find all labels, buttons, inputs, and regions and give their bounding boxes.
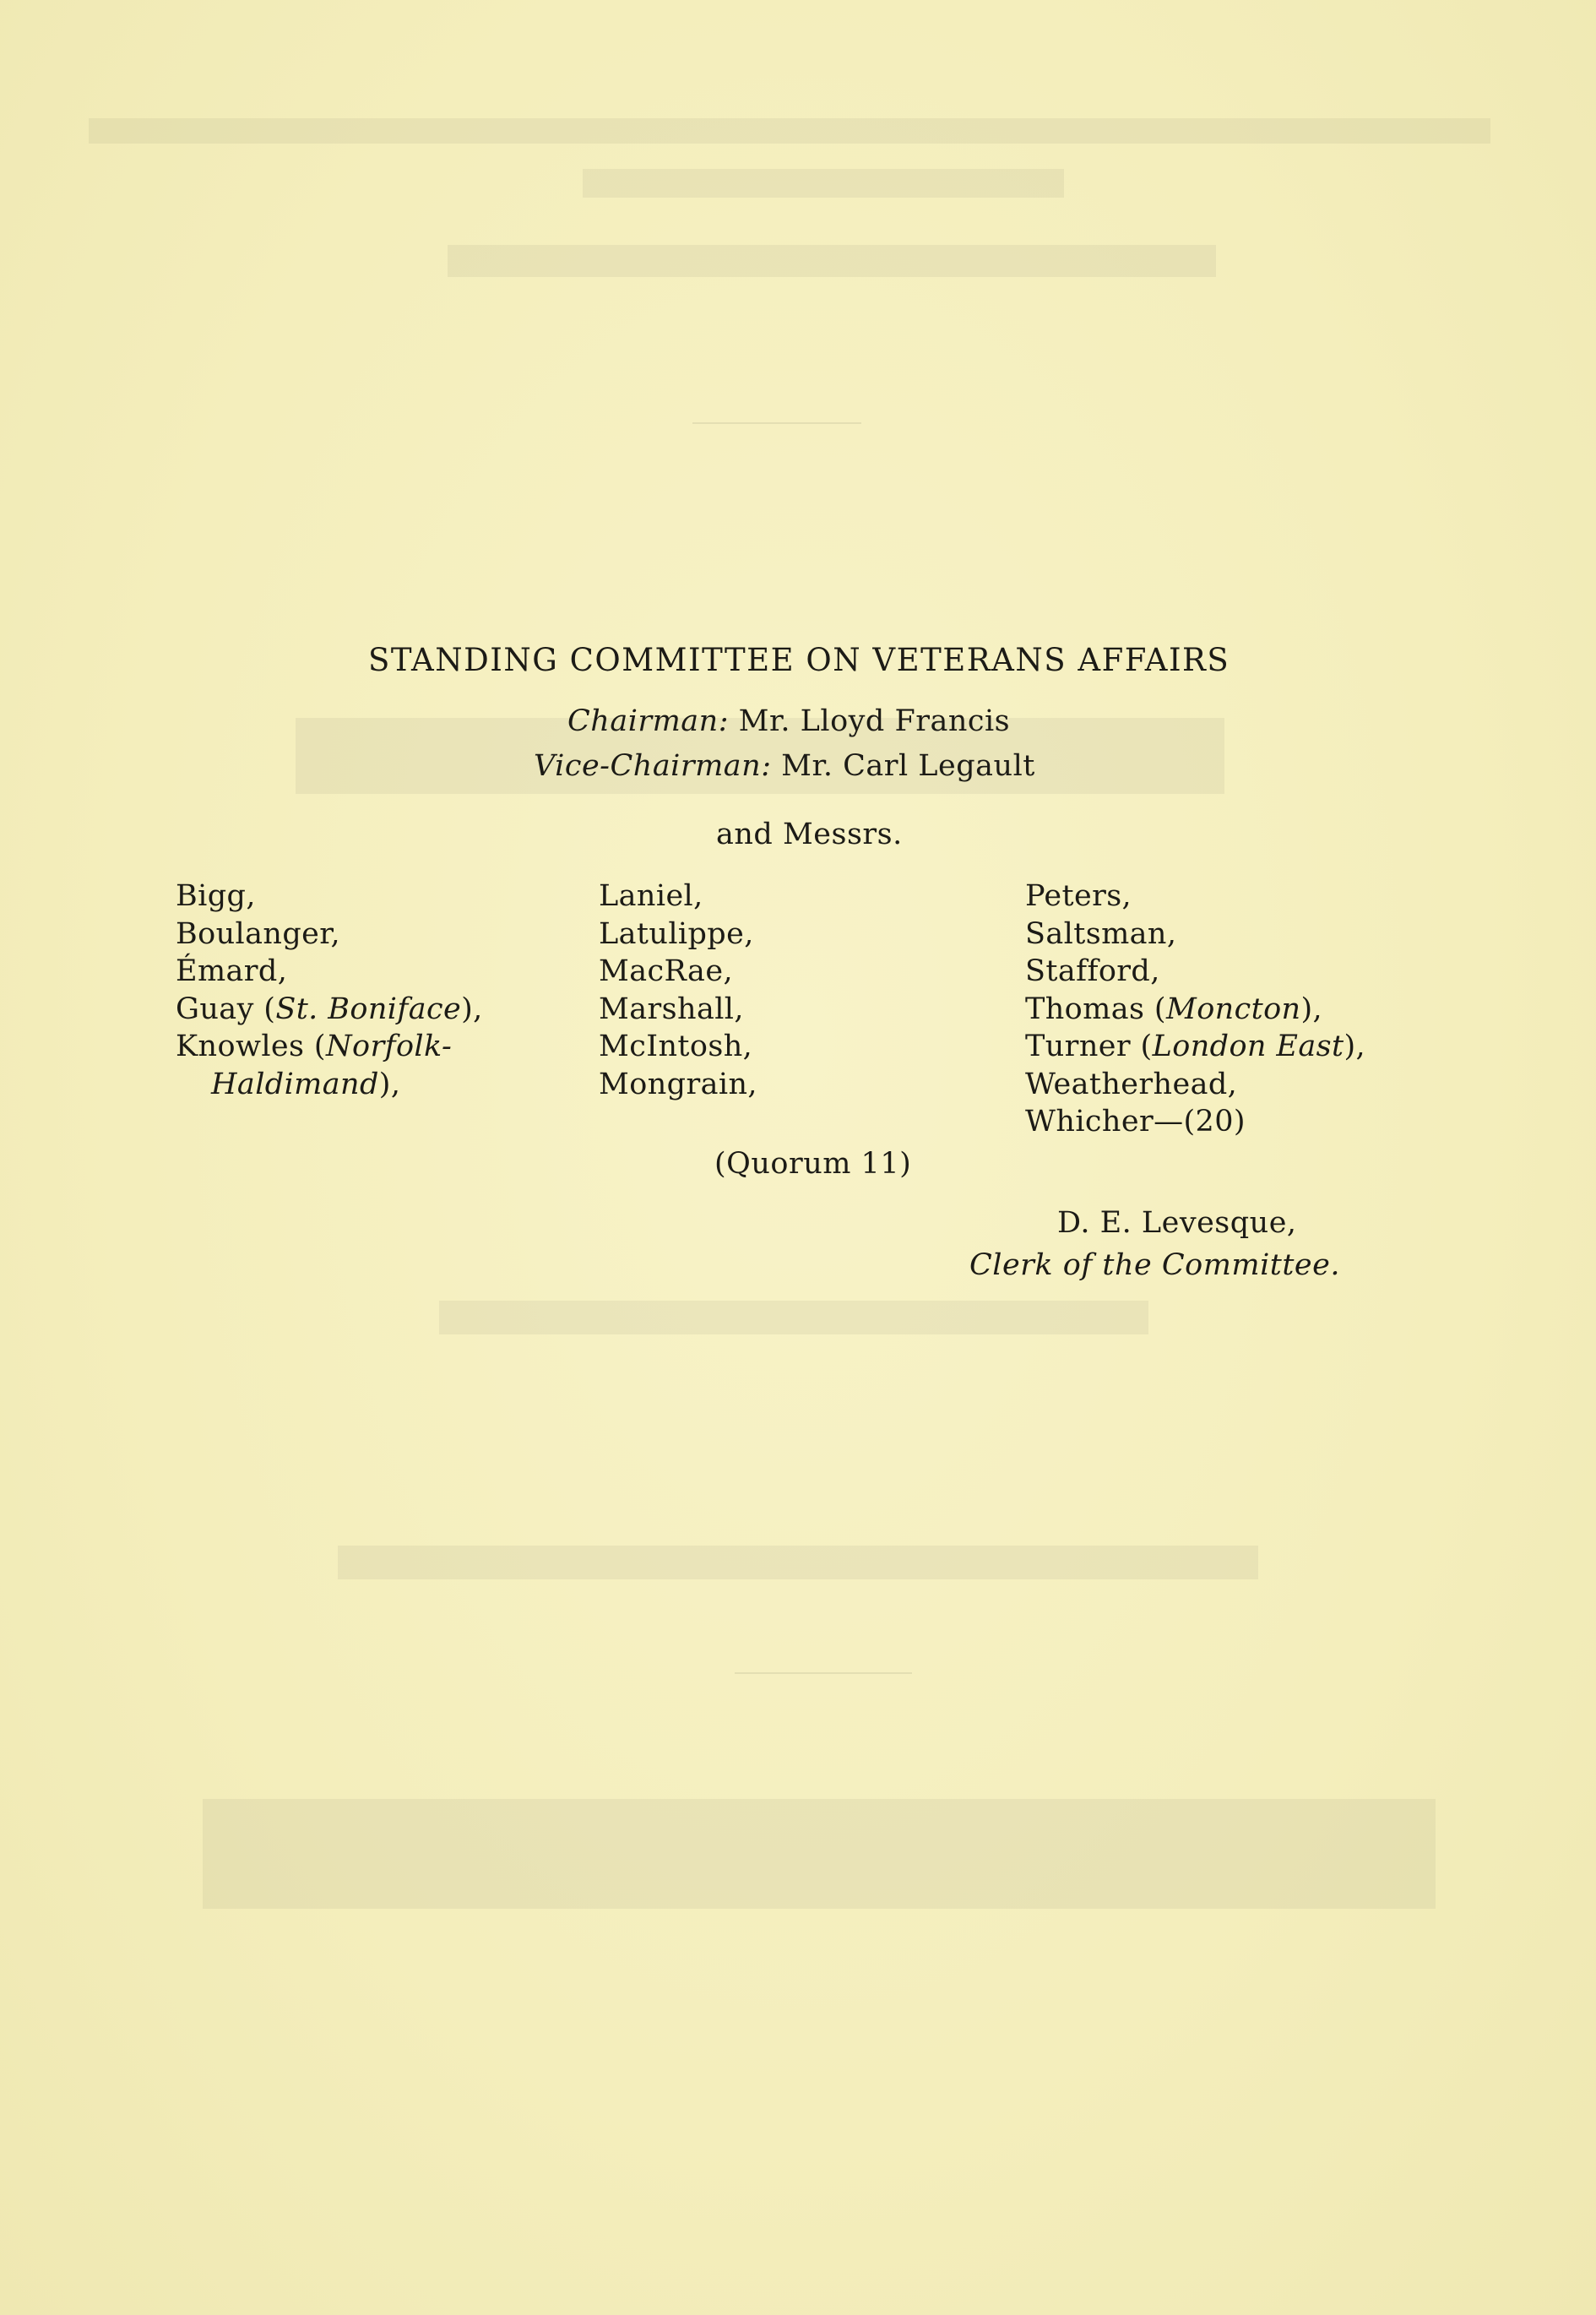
member-name: Turner (London East),: [1025, 1030, 1366, 1063]
member-name: Saltsman,: [1025, 916, 1177, 951]
member-riding: London East: [1152, 1030, 1344, 1063]
member-riding: Norfolk-: [325, 1030, 453, 1063]
members-column-1: [176, 878, 483, 1103]
bleed-through-text: [89, 118, 1490, 144]
and-messrs: and Messrs.: [716, 818, 903, 851]
bleed-through-rule: [735, 1672, 912, 1674]
members-column-2: [599, 878, 757, 1103]
member-name: Émard,: [176, 954, 288, 988]
quorum: (Quorum 11): [714, 1147, 912, 1181]
vice-chairman-line: [534, 749, 1035, 783]
member-name: Marshall,: [599, 992, 744, 1026]
member-name: Thomas (Moncton),: [1025, 992, 1323, 1026]
bleed-through-text: [448, 245, 1216, 277]
member-name: Whicher—(20): [1025, 1105, 1246, 1138]
member-name: MacRae,: [599, 954, 733, 988]
member-name: Latulippe,: [599, 916, 754, 951]
member-name: Stafford,: [1025, 954, 1160, 988]
clerk-title: Clerk of the Committee.: [969, 1248, 1340, 1282]
member-name: Guay (St. Boniface),: [176, 992, 483, 1026]
members-column-3: [1025, 878, 1365, 1141]
page-title: STANDING COMMITTEE ON VETERANS AFFAIRS: [368, 642, 1230, 678]
chairman-line: [567, 704, 1010, 738]
bleed-through-text: [583, 169, 1064, 198]
member-name: Bigg,: [176, 879, 256, 913]
member-name: Knowles (Norfolk-: [176, 1030, 453, 1063]
clerk-name: D. E. Levesque,: [1057, 1206, 1297, 1240]
vice-chairman-label: Vice-Chairman:: [534, 749, 772, 783]
bleed-through-text: [439, 1301, 1148, 1334]
member-name: Peters,: [1025, 879, 1132, 913]
bleed-through-rule: [692, 422, 861, 424]
vice-chairman-name: Mr. Carl Legault: [781, 749, 1035, 783]
member-name: Weatherhead,: [1025, 1067, 1238, 1101]
bleed-through-text: [338, 1546, 1258, 1579]
member-name: Laniel,: [599, 879, 703, 913]
member-riding: Moncton: [1165, 992, 1301, 1026]
member-name-continued: Haldimand),: [211, 1067, 401, 1101]
chairman-name: Mr. Lloyd Francis: [738, 704, 1011, 738]
bleed-through-text: [203, 1799, 1436, 1909]
member-name: Mongrain,: [599, 1067, 757, 1101]
member-name: Boulanger,: [176, 916, 341, 951]
member-name: McIntosh,: [599, 1030, 753, 1063]
member-riding: St. Boniface: [275, 992, 462, 1026]
member-riding: Haldimand: [211, 1067, 379, 1101]
chairman-label: Chairman:: [567, 704, 730, 738]
